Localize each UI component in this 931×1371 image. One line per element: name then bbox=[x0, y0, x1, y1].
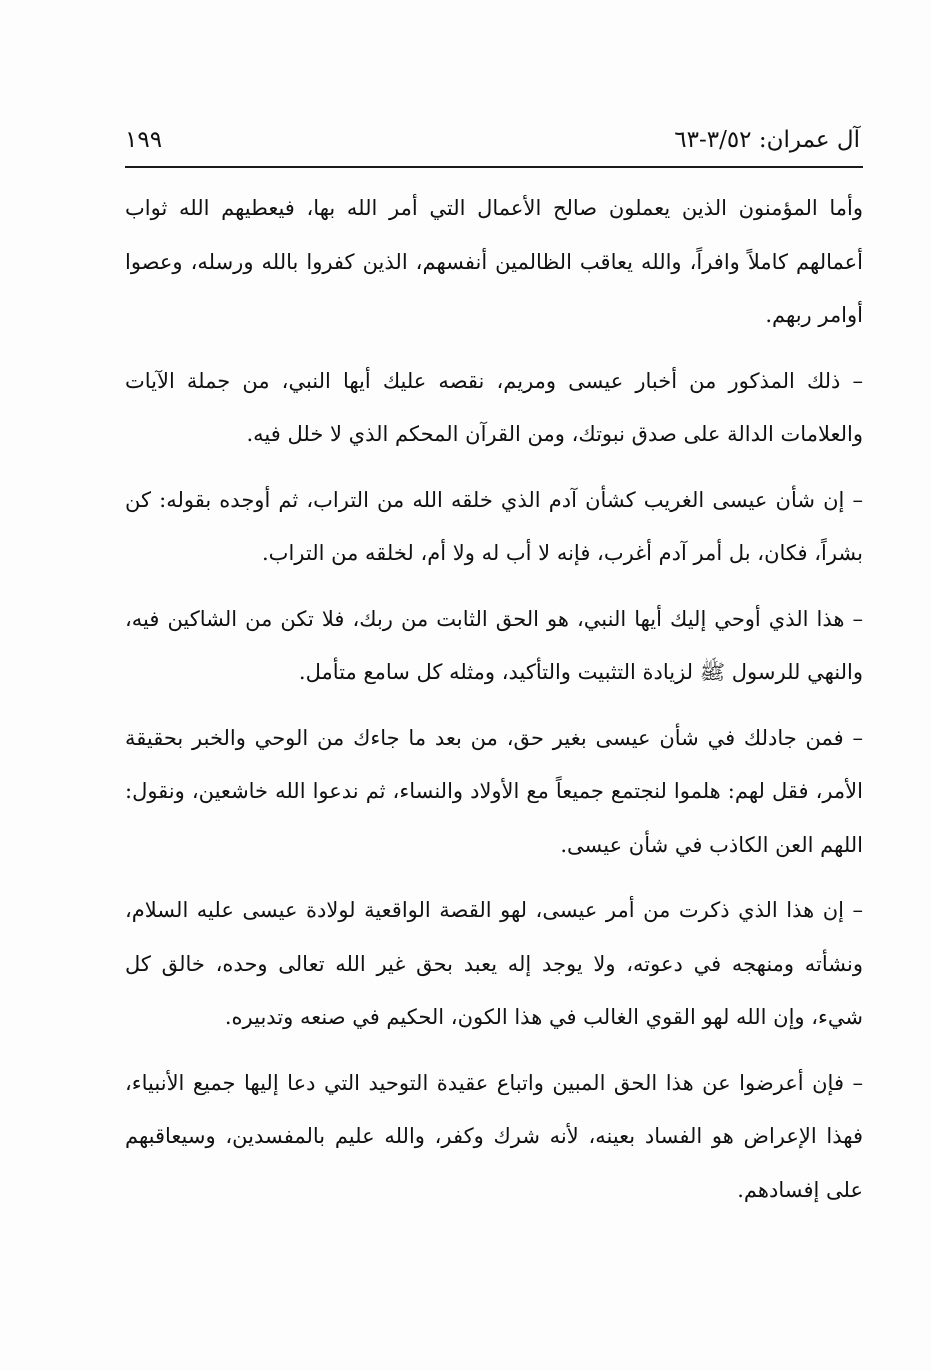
paragraph-2: – ذلك المذكور من أخبار عيسى ومريم، نقصه عليك أيها النبي، من جملة الآيات والعلامات الدالة على صدق نبوتك، ومن القرآن المحكم الذي لا خلل فيه. bbox=[125, 368, 863, 446]
paragraph-3: – إن شأن عيسى الغريب كشأن آدم الذي خلقه الله من التراب، ثم أوجده بقوله: كن بشراً، فكان، بل أمر آدم أغرب، فإنه لا أب له ولا أم، لخلقه من التراب. bbox=[125, 487, 863, 565]
paragraph-1: وأما المؤمنون الذين يعملون صالح الأعمال التي أمر الله بها، فيعطيهم الله ثواب أعمالهم كاملاً وافراً، والله يعاقب الظالمين أنفسهم، الذين كفروا بالله ورسله، وعصوا أوامر ربهم. bbox=[125, 196, 863, 327]
paragraph-5: – فمن جادلك في شأن عيسى بغير حق، من بعد ما جاءك من الوحي والخبر بحقيقة الأمر، فقل لهم: هلموا لنجتمع جميعاً مع الأولاد والنساء، ثم ندعوا الله خاشعين، ونقول: اللهم العن الكاذب في شأن عيسى. bbox=[125, 725, 863, 857]
page-header bbox=[125, 120, 860, 160]
header-rule bbox=[125, 166, 863, 168]
running-header-title: آل عمران: ٣/٥٢-٦٣ bbox=[674, 127, 860, 153]
body-text bbox=[125, 182, 863, 1229]
paragraph-6: – إن هذا الذي ذكرت من أمر عيسى، لهو القصة الواقعية لولادة عيسى عليه السلام، ونشأته ومنهجه في دعوته، ولا يوجد إله يعبد بحق غير الله تعالى وحده، خالق كل شيء، وإن الله لهو القوي الغالب في هذا الكون، الحكيم في صنعه وتدبيره. bbox=[125, 898, 863, 1029]
paragraph-7: – فإن أعرضوا عن هذا الحق المبين واتباع عقيدة التوحيد التي دعا إليها جميع الأنبياء، فهذا الإعراض هو الفساد بعينه، لأنه شرك وكفر، والله عليم بالمفسدين، وسيعاقبهم على إفسادهم. bbox=[125, 1070, 863, 1202]
paragraph-4: – هذا الذي أوحي إليك أيها النبي، هو الحق الثابت من ربك، فلا تكن من الشاكين فيه، والنهي للرسول ﷺ لزيادة التثبيت والتأكيد، ومثله كل سامع متأمل. bbox=[125, 606, 863, 684]
page-number: ١٩٩ bbox=[125, 127, 163, 153]
